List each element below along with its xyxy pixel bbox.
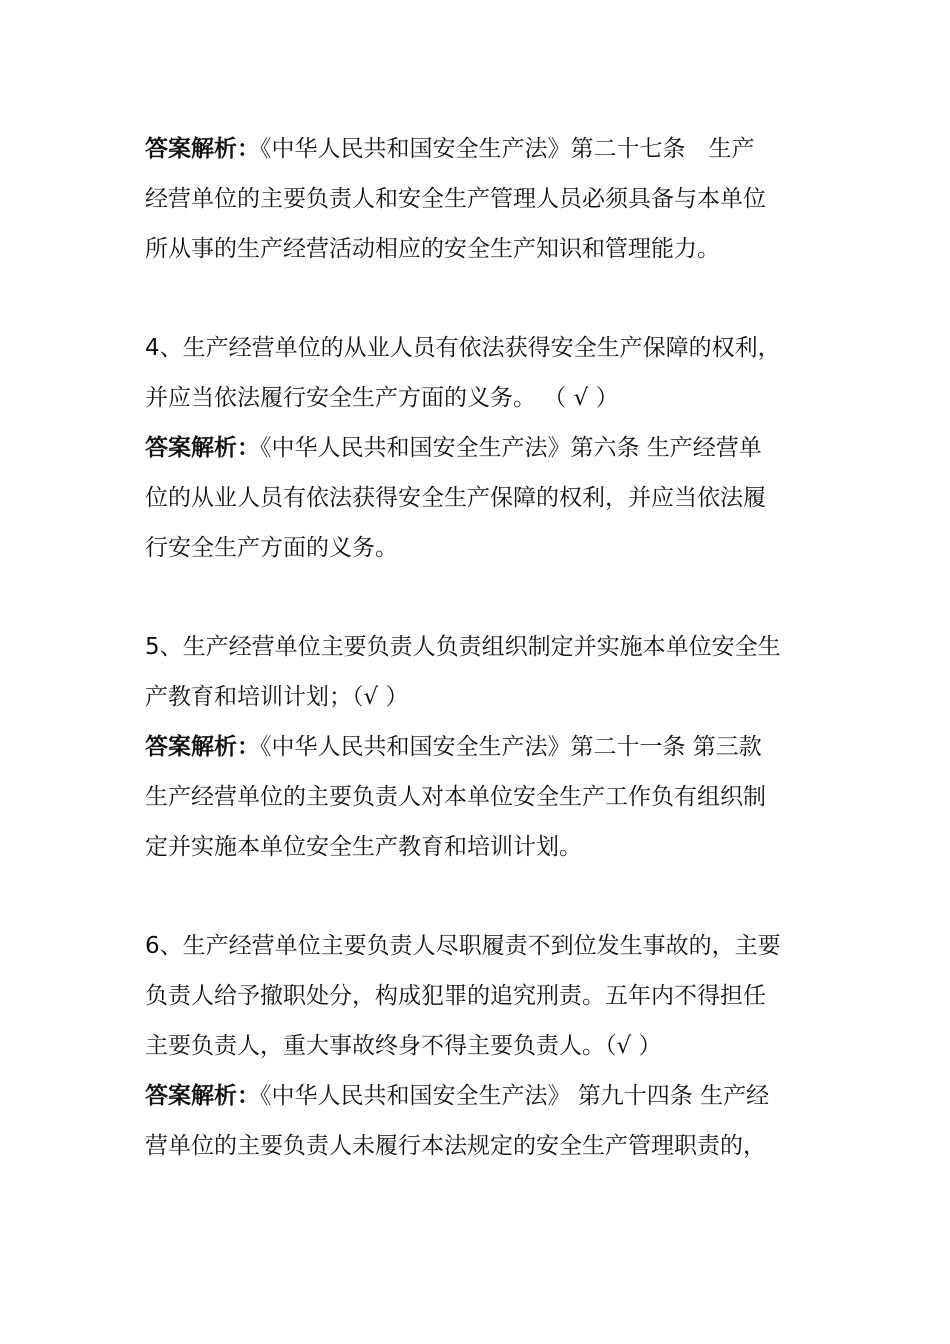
answer-label: 答案解析：	[145, 1083, 260, 1109]
analysis-line: 营单位的主要负责人未履行本法规定的安全生产管理职责的，	[145, 1133, 766, 1159]
paragraph-gap	[145, 573, 815, 622]
question-line: 5、生产经营单位主要负责人负责组织制定并实施本单位安全生	[145, 634, 781, 660]
question-line: 负责人给予撤职处分，构成犯罪的追究刑责。五年内不得担任	[145, 983, 766, 1009]
analysis-line: 经营单位的主要负责人和安全生产管理人员必须具备与本单位	[145, 186, 766, 212]
question-line: 并应当依法履行安全生产方面的义务。 （ √ ）	[145, 385, 619, 411]
question-line: 产教育和培训计划；（√ ）	[145, 684, 409, 710]
analysis-text: 《中华人民共和国安全生产法》第二十一条 第三款	[260, 734, 762, 760]
question-block-4	[145, 323, 815, 573]
paragraph-gap	[145, 872, 815, 921]
analysis-line	[145, 423, 815, 473]
answer-label: 答案解析：	[145, 136, 260, 162]
analysis-line: 定并实施本单位安全生产教育和培训计划。	[145, 834, 582, 860]
question-block-5	[145, 622, 815, 872]
paragraph-gap	[145, 274, 815, 323]
question-line: 6、生产经营单位主要负责人尽职履责不到位发生事故的，主要	[145, 933, 781, 959]
analysis-line: 行安全生产方面的义务。	[145, 535, 398, 561]
analysis-text: 《中华人民共和国安全生产法》第二十七条 生产	[260, 136, 755, 162]
question-line: 4、生产经营单位的从业人员有依法获得安全生产保障的权利，	[145, 335, 781, 361]
analysis-line: 位的从业人员有依法获得安全生产保障的权利，并应当依法履	[145, 485, 766, 511]
answer-label: 答案解析：	[145, 435, 260, 461]
analysis-line	[145, 722, 815, 772]
analysis-text: 《中华人民共和国安全生产法》第六条 生产经营单	[260, 435, 762, 461]
answer-label: 答案解析：	[145, 734, 260, 760]
question-block-6	[145, 921, 815, 1171]
analysis-text: 《中华人民共和国安全生产法》 第九十四条 生产经	[260, 1083, 770, 1109]
document-page	[145, 124, 815, 1171]
analysis-line	[145, 124, 815, 174]
analysis-line: 所从事的生产经营活动相应的安全生产知识和管理能力。	[145, 236, 720, 262]
answer-block-q3	[145, 124, 815, 274]
analysis-line	[145, 1071, 815, 1121]
question-line: 主要负责人，重大事故终身不得主要负责人。（√ ）	[145, 1033, 662, 1059]
analysis-line: 生产经营单位的主要负责人对本单位安全生产工作负有组织制	[145, 784, 766, 810]
